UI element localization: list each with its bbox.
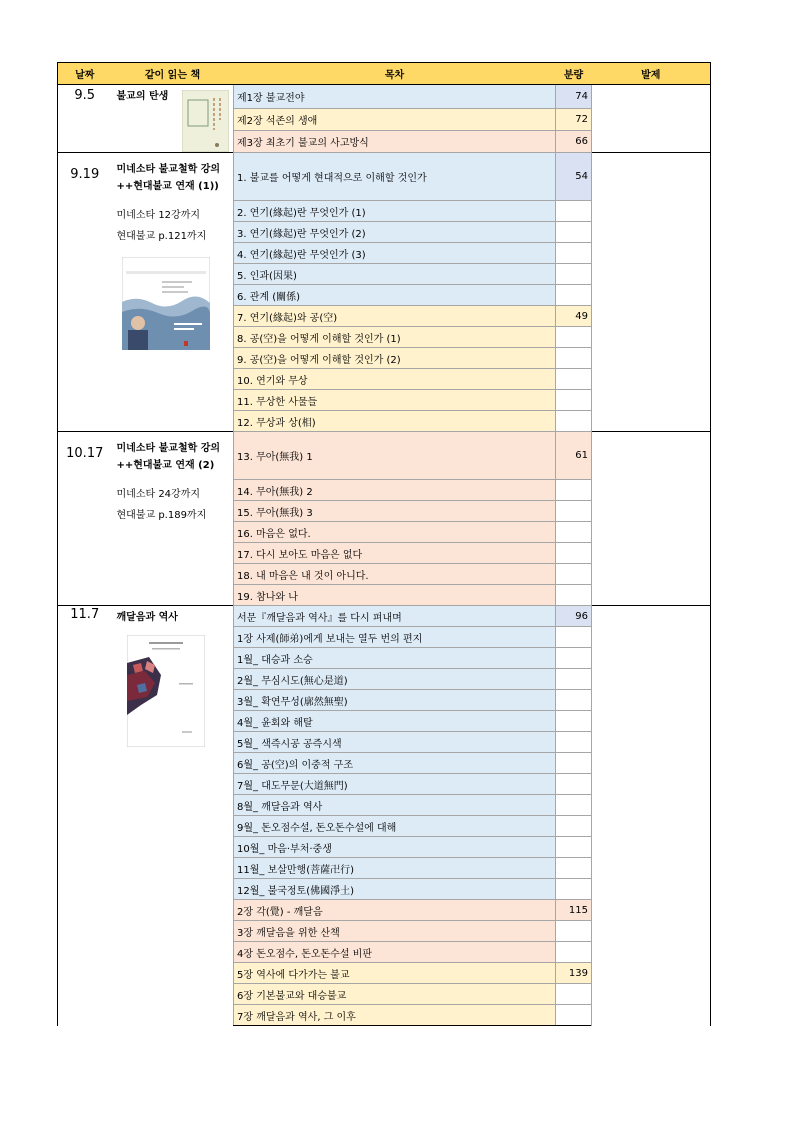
header-row bbox=[58, 63, 711, 85]
amount-value bbox=[556, 501, 592, 522]
toc-item: 18. 내 마음은 내 것이 아니다. bbox=[234, 564, 556, 585]
header-amount: 분량 bbox=[556, 63, 592, 85]
amount-value bbox=[556, 243, 592, 264]
toc-item: 제1장 불교전야 bbox=[234, 85, 556, 109]
amount-value: 66 bbox=[556, 131, 592, 153]
toc-item: 제3장 최초기 불교의 사고방식 bbox=[234, 131, 556, 153]
amount-value: 72 bbox=[556, 109, 592, 131]
amount-value: 49 bbox=[556, 306, 592, 327]
amount-value bbox=[556, 753, 592, 774]
table-row bbox=[58, 153, 711, 201]
amount-value bbox=[556, 921, 592, 942]
toc-item: 7. 연기(緣起)와 공(空) bbox=[234, 306, 556, 327]
book-title: 깨달음과 역사 bbox=[116, 612, 178, 623]
amount-value bbox=[556, 648, 592, 669]
toc-item: 1. 불교를 어떻게 현대적으로 이해할 것인가 bbox=[234, 153, 556, 201]
amount-value bbox=[556, 480, 592, 501]
table-row bbox=[58, 432, 711, 480]
reading-schedule-sheet bbox=[57, 62, 710, 1026]
toc-item: 1장 사제(師弟)에게 보내는 열두 번의 편지 bbox=[234, 627, 556, 648]
session-date: 9.5 bbox=[58, 85, 112, 153]
book-note: 미네소타 12강까지 bbox=[116, 210, 201, 221]
session-date: 10.17 bbox=[58, 432, 112, 606]
toc-item: 6월_ 공(空)의 이중적 구조 bbox=[234, 753, 556, 774]
book-title-line1: 미네소타 불교철학 강의 bbox=[116, 164, 221, 175]
book-title: 불교의 탄생 bbox=[116, 91, 169, 102]
toc-item: 15. 무아(無我) 3 bbox=[234, 501, 556, 522]
toc-item: 7장 깨달음과 역사, 그 이후 bbox=[234, 1005, 556, 1026]
amount-value: 74 bbox=[556, 85, 592, 109]
amount-value bbox=[556, 732, 592, 753]
amount-value bbox=[556, 627, 592, 648]
toc-item: 1월_ 대승과 소승 bbox=[234, 648, 556, 669]
presenter-cell bbox=[592, 153, 711, 432]
table-row bbox=[58, 606, 711, 627]
toc-item: 서문『깨달음과 역사』를 다시 펴내며 bbox=[234, 606, 556, 627]
amount-value bbox=[556, 669, 592, 690]
amount-value bbox=[556, 327, 592, 348]
table-row bbox=[58, 85, 711, 109]
book-cover-image bbox=[127, 635, 205, 747]
book-cell bbox=[112, 153, 234, 432]
amount-value bbox=[556, 711, 592, 732]
toc-item: 13. 무아(無我) 1 bbox=[234, 432, 556, 480]
toc-item: 3. 연기(緣起)란 무엇인가 (2) bbox=[234, 222, 556, 243]
toc-item: 4장 돈오점수, 돈오돈수설 비판 bbox=[234, 942, 556, 963]
toc-item: 17. 다시 보아도 마음은 없다 bbox=[234, 543, 556, 564]
amount-value: 96 bbox=[556, 606, 592, 627]
amount-value bbox=[556, 264, 592, 285]
amount-value bbox=[556, 390, 592, 411]
presenter-cell bbox=[592, 432, 711, 606]
toc-item: 4. 연기(緣起)란 무엇인가 (3) bbox=[234, 243, 556, 264]
amount-value bbox=[556, 348, 592, 369]
amount-value bbox=[556, 285, 592, 306]
header-date: 날짜 bbox=[58, 63, 112, 85]
amount-value bbox=[556, 585, 592, 606]
book-title-line1: 미네소타 불교철학 강의 bbox=[116, 443, 221, 454]
amount-value bbox=[556, 690, 592, 711]
reading-schedule-table bbox=[57, 62, 711, 1026]
toc-item: 7월_ 대도무문(大道無門) bbox=[234, 774, 556, 795]
toc-item: 12월_ 불국정토(佛國淨土) bbox=[234, 879, 556, 900]
toc-item: 9. 공(空)을 어떻게 이해할 것인가 (2) bbox=[234, 348, 556, 369]
amount-value: 115 bbox=[556, 900, 592, 921]
amount-value bbox=[556, 1005, 592, 1026]
session-date: 9.19 bbox=[58, 153, 112, 432]
header-toc: 목차 bbox=[234, 63, 556, 85]
amount-value: 139 bbox=[556, 963, 592, 984]
amount-value bbox=[556, 816, 592, 837]
amount-value bbox=[556, 411, 592, 432]
book-cell bbox=[112, 85, 234, 153]
amount-value bbox=[556, 795, 592, 816]
toc-item: 16. 마음은 없다. bbox=[234, 522, 556, 543]
toc-item: 3월_ 확연무성(廓然無聖) bbox=[234, 690, 556, 711]
amount-value bbox=[556, 564, 592, 585]
toc-item: 3장 깨달음을 위한 산책 bbox=[234, 921, 556, 942]
session-date: 11.7 bbox=[58, 606, 112, 1026]
amount-value: 54 bbox=[556, 153, 592, 201]
toc-item: 2장 각(覺) - 깨달음 bbox=[234, 900, 556, 921]
toc-item: 9월_ 돈오점수설, 돈오돈수설에 대해 bbox=[234, 816, 556, 837]
header-presenter: 발제 bbox=[592, 63, 711, 85]
toc-item: 10월_ 마음·부처·중생 bbox=[234, 837, 556, 858]
amount-value: 61 bbox=[556, 432, 592, 480]
toc-item: 14. 무아(無我) 2 bbox=[234, 480, 556, 501]
book-title-line2: ++현대불교 연재 (1)) bbox=[116, 181, 219, 192]
toc-item: 6장 기본불교와 대승불교 bbox=[234, 984, 556, 1005]
amount-value bbox=[556, 837, 592, 858]
toc-item: 19. 참나와 나 bbox=[234, 585, 556, 606]
toc-item: 10. 연기와 무상 bbox=[234, 369, 556, 390]
amount-value bbox=[556, 879, 592, 900]
toc-item: 12. 무상과 상(相) bbox=[234, 411, 556, 432]
toc-item: 4월_ 윤회와 해탈 bbox=[234, 711, 556, 732]
book-cell bbox=[112, 606, 234, 1026]
toc-item: 8. 공(空)을 어떻게 이해할 것인가 (1) bbox=[234, 327, 556, 348]
amount-value bbox=[556, 201, 592, 222]
book-note: 현대불교 p.189까지 bbox=[116, 510, 207, 521]
toc-item: 2. 연기(緣起)란 무엇인가 (1) bbox=[234, 201, 556, 222]
book-cell bbox=[112, 432, 234, 606]
presenter-cell bbox=[592, 85, 711, 153]
amount-value bbox=[556, 774, 592, 795]
book-note: 미네소타 24강까지 bbox=[116, 489, 201, 500]
amount-value bbox=[556, 222, 592, 243]
book-title-line2: ++현대불교 연재 (2) bbox=[116, 460, 215, 471]
header-book: 같이 읽는 책 bbox=[112, 63, 234, 85]
presenter-cell bbox=[592, 606, 711, 1026]
toc-item: 제2장 석존의 생애 bbox=[234, 109, 556, 131]
toc-item: 11. 무상한 사물들 bbox=[234, 390, 556, 411]
toc-item: 5. 인과(因果) bbox=[234, 264, 556, 285]
toc-item: 6. 관계 (關係) bbox=[234, 285, 556, 306]
amount-value bbox=[556, 858, 592, 879]
amount-value bbox=[556, 543, 592, 564]
toc-item: 5월_ 색즉시공 공즉시색 bbox=[234, 732, 556, 753]
amount-value bbox=[556, 522, 592, 543]
book-cover-image bbox=[122, 257, 210, 350]
amount-value bbox=[556, 942, 592, 963]
book-cover-image bbox=[182, 90, 229, 152]
toc-item: 5장 역사에 다가가는 불교 bbox=[234, 963, 556, 984]
toc-item: 8월_ 깨달음과 역사 bbox=[234, 795, 556, 816]
book-note: 현대불교 p.121까지 bbox=[116, 231, 207, 242]
toc-item: 11월_ 보살만행(菩薩卍行) bbox=[234, 858, 556, 879]
toc-item: 2월_ 무심시도(無心是道) bbox=[234, 669, 556, 690]
amount-value bbox=[556, 984, 592, 1005]
amount-value bbox=[556, 369, 592, 390]
